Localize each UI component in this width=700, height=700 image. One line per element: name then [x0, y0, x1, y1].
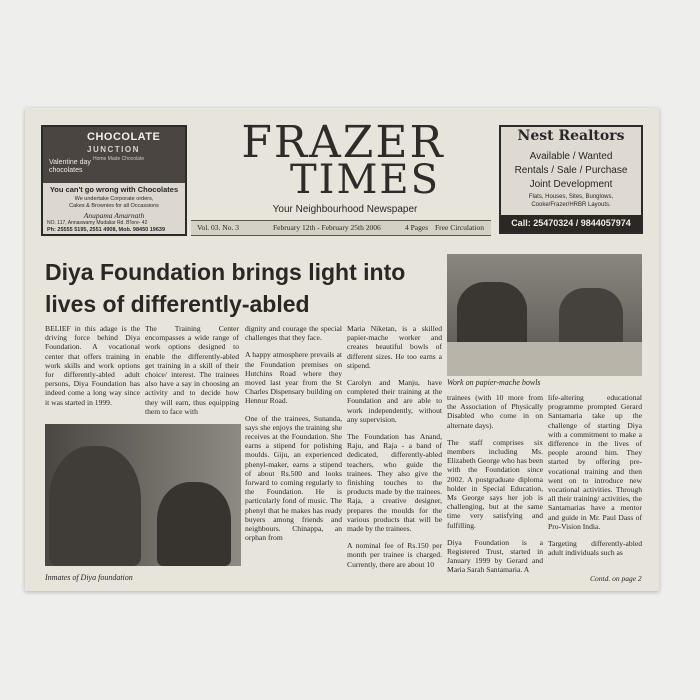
- ad-line-1: Available / Wanted: [529, 151, 613, 162]
- paragraph: Diya Foundation is a Registered Trust, started in January 1999 by Gerard and Maria Sarah Santamaria. A: [447, 537, 543, 575]
- photo-person-left: [49, 446, 141, 566]
- masthead-times: TIMES: [289, 157, 441, 203]
- issue-info-bar: [191, 220, 491, 236]
- ad-line-2: Rentals / Sale / Purchase: [514, 165, 628, 176]
- ad-valentine: Valentine day chocolates: [49, 159, 91, 174]
- article-column-3: [245, 324, 342, 550]
- paragraph: The Foundation has Anand, Raju, and Raja - a band of dedicated, differently-abled teachers, who guide the trainees. They also give the finishing touches to the products made by the trainees. Raja, a creative designer, prepares the moulds for the various products that will be made by the trainees.: [347, 432, 442, 534]
- photo-worktable: [447, 342, 642, 376]
- headline-line-2: lives of differently-abled: [45, 291, 310, 317]
- issue-circulation: Free Circulation: [435, 223, 484, 232]
- article-column-1: [45, 324, 140, 415]
- paragraph: A nominal fee of Rs.150 per month per trainee is charged. Currently, there are about 10: [347, 541, 442, 569]
- ad-services-line2: Cakes & Brownies for all Occassions: [69, 203, 159, 209]
- paragraph: trainees (with 10 more from the Association of Physically Disabled who come in on alternate days).: [447, 393, 543, 430]
- article-column-2: [145, 324, 239, 424]
- issue-date: February 12th - February 25th 2006: [273, 223, 381, 232]
- ad-tagline: Home Made Chocolate: [93, 156, 145, 162]
- ad-brand: CHOCOLATE: [87, 131, 161, 143]
- ad-phone: Ph: 25555 5195, 2551 4908, Mob. 98450 19639: [47, 227, 166, 233]
- masthead-frazer: FRAZER: [241, 117, 445, 168]
- paragraph: Maria Niketan, is a skilled papier-mache worker and creates beautiful bowls of different sizes. He too earns a stipend.: [347, 324, 442, 370]
- ad-title: Nest Realtors: [517, 128, 625, 144]
- paragraph: BELIEF in this adage is the driving force behind Diya Foundation. A vocational center that offers training in work skills and work options for differently-abled adult persons, Diya Foundation has indeed come a long way since it was started in 1999.: [45, 324, 140, 407]
- ad-address: NO. 117, Annaswamy Mudaliar Rd. B'lore- 42: [47, 220, 148, 226]
- article-column-4: [347, 324, 442, 577]
- masthead-tagline: Your Neighbourhood Newspaper: [272, 204, 418, 215]
- paragraph: A happy atmosphere prevails at the Foundation premises on Hutchins Road where they moved last year from the St Charles Dispensary building on Hennur Road.: [245, 350, 342, 406]
- ad-services-line1: We undertake Corporate orders,: [74, 196, 154, 202]
- continued-on-page: Contd. on page 2: [590, 574, 642, 583]
- paragraph: Carolyn and Manju, have completed their training at the Foundation and are able to work independently, without any supervision.: [347, 378, 442, 424]
- paragraph: The staff comprises six members including Ms. Elizabeth George who has been with the Foundation since 2002. A postgraduate diploma holder in Special Education, Ms George says her job is challenging, but at the same time very satisfying and fulfilling.: [447, 437, 544, 530]
- ad-line-4: Flats, Houses, Sites, Bunglows,: [528, 194, 614, 200]
- ad-slogan: You can't go wrong with Chocolates: [49, 185, 179, 194]
- ad-brand-sub: JUNCTION: [87, 145, 140, 154]
- chocolate-junction-ad: [41, 125, 187, 236]
- ad-services: [43, 196, 185, 210]
- article-column-6: [548, 393, 642, 565]
- paragraph: The Training Center encompasses a wide range of work options designed to enable the differently-abled get training in a skill of their choice/ interest. The trainees also have a say in choosing an activity and to decide how they will earn, thus equipping them to face with: [145, 324, 239, 416]
- ad-line-3: Joint Development: [529, 179, 613, 190]
- paragraph: dignity and courage the special challenges that they face.: [245, 324, 342, 343]
- article-column-5: [447, 393, 543, 583]
- headline-line-1: Diya Foundation brings light into: [45, 259, 406, 285]
- caption-bottom-photo: Inmates of Diya foundation: [45, 573, 133, 582]
- ad-call: Call: 25470324 / 9844057974: [501, 215, 641, 232]
- paragraph: One of the trainees, Sunanda, says she enjoys the training she receives at the Foundation. She earns a stipend for polishing moulds. Giju, an experienced phenyl-maker, earns a stipend of about Rs.500 and looks forward to coming regularly to the Foundation. He is particularly fond of music. The phenyl that he makes has ready buyers among friends and neighbours. Chinappa, an orphan from: [245, 413, 342, 543]
- photo-diya-inmates: [45, 424, 241, 566]
- issue-pages: 4 Pages: [405, 223, 429, 232]
- issue-volume: Vol. 03. No. 3: [197, 223, 239, 232]
- photo-person-right: [157, 482, 231, 566]
- nest-realtors-ad: [499, 125, 643, 234]
- paragraph: life-altering educational programme prompted Gerard Santamaria take up the challenge of starting Diya with a commitment to make a difference in the lives of people around him. They started by offering pre-vocational training and then went on to introduce new vocational activities. Through all their training/ activities, the Santamarias have a mentor and guide in Mr. Paul Dass of Pro-Vision India.: [548, 393, 642, 531]
- newspaper-page: [25, 108, 659, 591]
- paragraph: Targeting differently-abled adult individuals such as: [548, 539, 642, 558]
- photo-papier-mache-work: [447, 254, 642, 376]
- caption-top-photo: Work on papier-mache bowls: [447, 378, 541, 387]
- ad-line-5: Cooke/Frazer/HRBR Layouts.: [531, 202, 611, 208]
- ad-owner-name: Anupama Amarnath: [83, 211, 145, 220]
- article-headline: [45, 256, 445, 320]
